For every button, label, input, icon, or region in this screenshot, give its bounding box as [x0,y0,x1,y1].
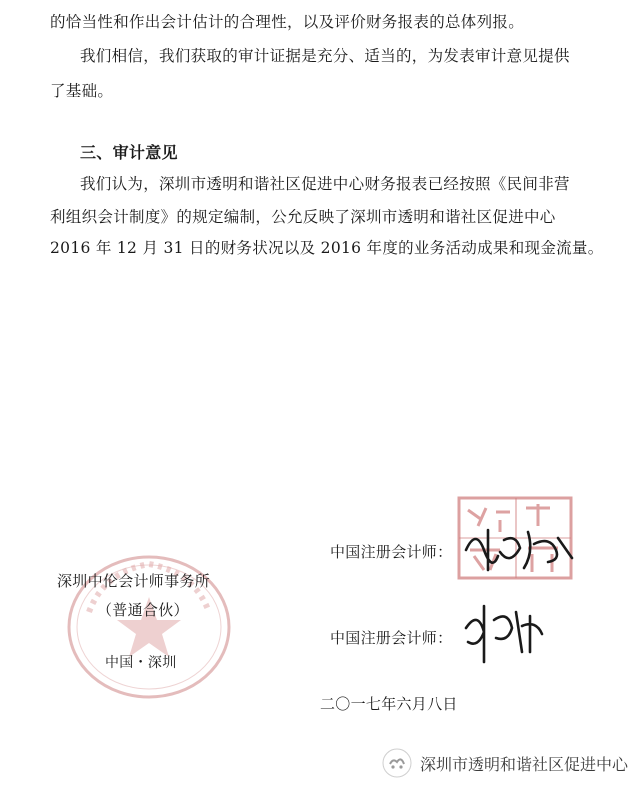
paragraph-line: 了基础。 [50,82,114,100]
paragraph-line: 利组织会计制度》的规定编制，公允反映了深圳市透明和谐社区促进中心 [50,208,556,226]
watermark-text: 深圳市透明和谐社区促进中心 [419,754,628,774]
cpa2-label: 中国注册会计师： [330,629,453,647]
paragraph-line: 我们相信，我们获取的审计证据是充分、适当的，为发表审计意见提供 [80,47,570,65]
paragraph-line: 的恰当性和作出会计估计的合理性，以及评价财务报表的总体列报。 [50,13,525,31]
paragraph-line: 2016 年 12 月 31 日的财务状况以及 2016 年度的业务活动成果和现金流量。 [50,239,604,257]
firm-type: （普通合伙） [97,601,189,619]
section-heading: 三、审计意见 [80,143,178,162]
cpa1-label: 中国注册会计师： [330,543,453,561]
firm-name: 深圳中伦会计师事务所 [57,572,211,590]
wechat-logo-icon [382,748,412,778]
paragraph-line: 我们认为，深圳市透明和谐社区促进中心财务报表已经按照《民间非营 [80,175,570,193]
firm-location: 中国・深圳 [105,655,177,671]
account-watermark [382,748,628,778]
signature-1-icon [458,520,578,580]
signature-2-icon [460,598,550,670]
report-date: 二〇一七年六月八日 [320,695,458,713]
